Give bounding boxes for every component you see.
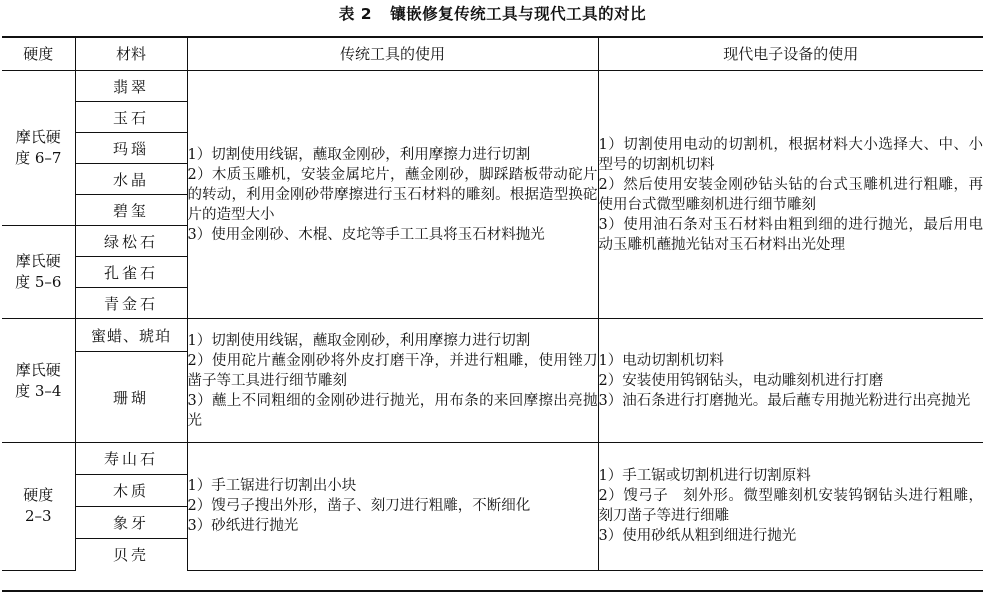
material-cell: 蜜蜡、琥珀 [75,319,187,352]
hardness-cell: 摩氏硬 度 5–6 [2,226,75,319]
header-modern: 现代电子设备的使用 [598,37,983,71]
material-cell: 水晶 [75,164,187,195]
material-cell: 青金石 [75,288,187,319]
table-row [2,71,983,102]
comparison-table [2,37,983,571]
material-cell: 绿松石 [75,226,187,257]
material-cell: 象牙 [75,507,187,539]
material-cell: 木质 [75,475,187,507]
header-hardness: 硬度 [2,37,75,71]
material-cell: 珊瑚 [75,352,187,443]
material-cell: 贝壳 [75,539,187,571]
material-cell: 寿山石 [75,443,187,475]
material-cell: 翡翠 [75,71,187,102]
table-bottom-rule [2,590,983,592]
table-caption [0,2,985,24]
material-cell: 碧玺 [75,195,187,226]
table-row [2,319,983,352]
header-traditional: 传统工具的使用 [187,37,598,71]
material-cell: 玉石 [75,102,187,133]
table-title: 镶嵌修复传统工具与现代工具的对比 [390,5,647,23]
header-material: 材料 [75,37,187,71]
table-number: 表 2 [338,5,373,23]
modern-cell: 1）手工锯或切割机进行切割原料 2）馊弓子 刻外形。微型雕刻机安装钨钢钻头进行粗雕，刻刀凿子等进行细雕 3）使用砂纸从粗到细进行抛光 [598,443,983,571]
hardness-cell: 摩氏硬 度 6–7 [2,71,75,226]
traditional-cell: 1）切割使用线锯，蘸取金刚砂，利用摩擦力进行切割 2）木质玉雕机，安装金属坨片，蘸金刚砂，脚踩踏板带动砣片的转动，利用金刚砂带摩擦进行玉石材料的雕刻。根据造型换砣片的造型大小 3）使用金刚砂、木棍、皮坨等手工工具将玉石材料抛光 [187,71,598,319]
table-row [2,443,983,475]
hardness-cell: 摩氏硬 度 3–4 [2,319,75,443]
traditional-cell: 1）切割使用线锯，蘸取金刚砂，利用摩擦力进行切割 2）使用砣片蘸金刚砂将外皮打磨干净，并进行粗雕，使用锉刀凿子等工具进行细节雕刻 3）蘸上不同粗细的金刚砂进行抛光，用布条的来回摩擦出亮抛光 [187,319,598,443]
modern-cell: 1）切割使用电动的切割机，根据材料大小选择大、中、小型号的切割机切料 2）然后使用安装金刚砂钻头钻的台式玉雕机进行粗雕，再使用台式微型雕刻机进行细节雕刻 3）使用油石条对玉石材料由粗到细的进行抛光，最后用电动玉雕机蘸抛光钻对玉石材料出光处理 [598,71,983,319]
traditional-cell: 1）手工锯进行切割出小块 2）馊弓子搜出外形，凿子、刻刀进行粗雕，不断细化 3）砂纸进行抛光 [187,443,598,571]
material-cell: 孔雀石 [75,257,187,288]
modern-cell: 1）电动切割机切料 2）安装使用钨钢钻头，电动雕刻机进行打磨 3）油石条进行打磨抛光。最后蘸专用抛光粉进行出亮抛光 [598,319,983,443]
hardness-cell: 硬度 2–3 [2,443,75,571]
header-row [2,37,983,71]
material-cell: 玛瑙 [75,133,187,164]
